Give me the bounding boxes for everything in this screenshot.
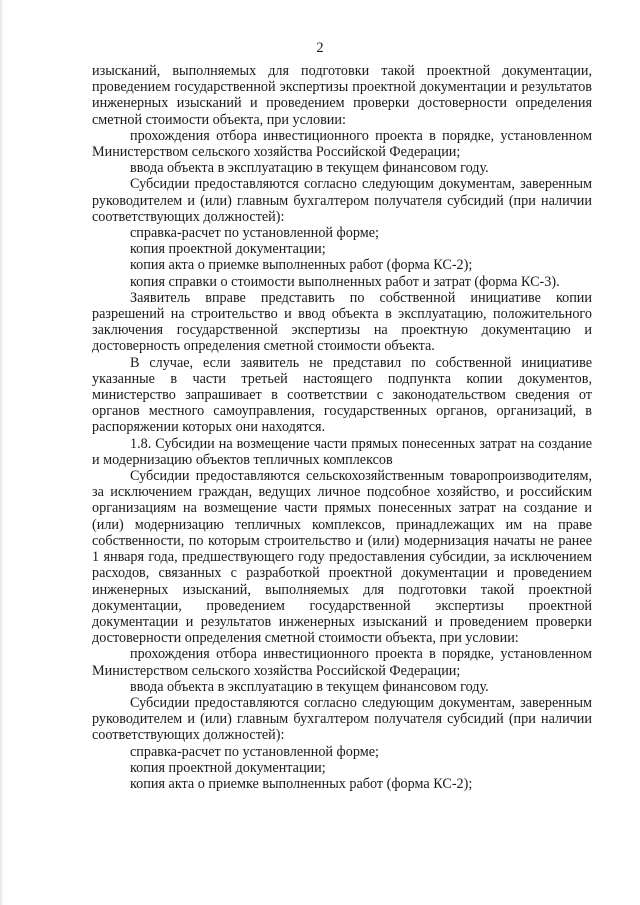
list-item: копия справки о стоимости выполненных работ и затрат (форма КС-3). <box>130 273 560 290</box>
list-item: справка-расчет по установленной форме; <box>130 743 379 760</box>
list-item: копия проектной документации; <box>130 241 326 258</box>
list-item: справка-расчет по установленной форме; <box>130 225 379 242</box>
paragraph: В случае, если заявитель не представил по собственной инициативе указанные в части третьей настоящего подпункта копии документов, министерство запрашивает в соответствии с законодательством сведения от органов местного самоуправления, государственных органов, организаций, в распоряжении которых они находятся. <box>92 354 592 436</box>
paragraph: ввода объекта в эксплуатацию в текущем финансовом году. <box>130 678 489 695</box>
paragraph: Субсидии предоставляются согласно следующим документам, заверенным руководителем и (или) главным бухгалтером получателя субсидий (при наличии соответствующих должностей): <box>92 694 592 744</box>
paragraph: ввода объекта в эксплуатацию в текущем финансовом году. <box>130 160 489 177</box>
paragraph: прохождения отбора инвестиционного проекта в порядке, установленном Министерством сельского хозяйства Российской Федерации; <box>92 127 592 161</box>
paragraph: изысканий, выполняемых для подготовки такой проектной документации, проведением государственной экспертизы проектной документации и результатов инженерных изысканий и проведением проверки достоверности определения сметной стоимости объекта, при условии: <box>92 63 592 128</box>
paragraph: прохождения отбора инвестиционного проекта в порядке, установленном Министерством сельского хозяйства Российской Федерации; <box>92 646 592 679</box>
paragraph: 1.8. Субсидии на возмещение части прямых понесенных затрат на создание и модернизацию объектов тепличных комплексов <box>92 435 592 468</box>
paragraph: Заявитель вправе представить по собственной инициативе копии разрешений на строительство и ввод объекта в эксплуатацию, положительного заключения государственной экспертизы на проектную документацию и достоверность определения сметной стоимости объекта. <box>92 289 592 355</box>
page-number: 2 <box>316 40 324 56</box>
paragraph: Субсидии предоставляются сельскохозяйственным товаропроизводителям, за исключением граждан, ведущих личное подсобное хозяйство, и российским организациям на возмещение части прямых понесенных затрат на создание и (или) модернизацию тепличных комплексов, принадлежащих им на праве собственности, по которым строительство и (или) модернизация начаты не ранее 1 января года, предшествующего году предоставления субсидии, за исключением расходов, связанных с разработкой проектной документации и проведением инженерных изысканий, выполняемых для подготовки такой проектной документации, проведением государственной экспертизы проектной документации и результатов инженерных изысканий и проведением проверки достоверности определения сметной стоимости объекта, при условии: <box>92 468 592 647</box>
list-item: копия проектной документации; <box>130 759 326 776</box>
list-item: копия акта о приемке выполненных работ (форма КС-2); <box>130 775 473 792</box>
paragraph: Субсидии предоставляются согласно следующим документам, заверенным руководителем и (или) главным бухгалтером получателя субсидий (при наличии соответствующих должностей): <box>92 176 592 225</box>
document-body <box>92 63 592 792</box>
scan-edge <box>0 0 4 905</box>
list-item: копия акта о приемке выполненных работ (форма КС-2); <box>130 257 473 274</box>
